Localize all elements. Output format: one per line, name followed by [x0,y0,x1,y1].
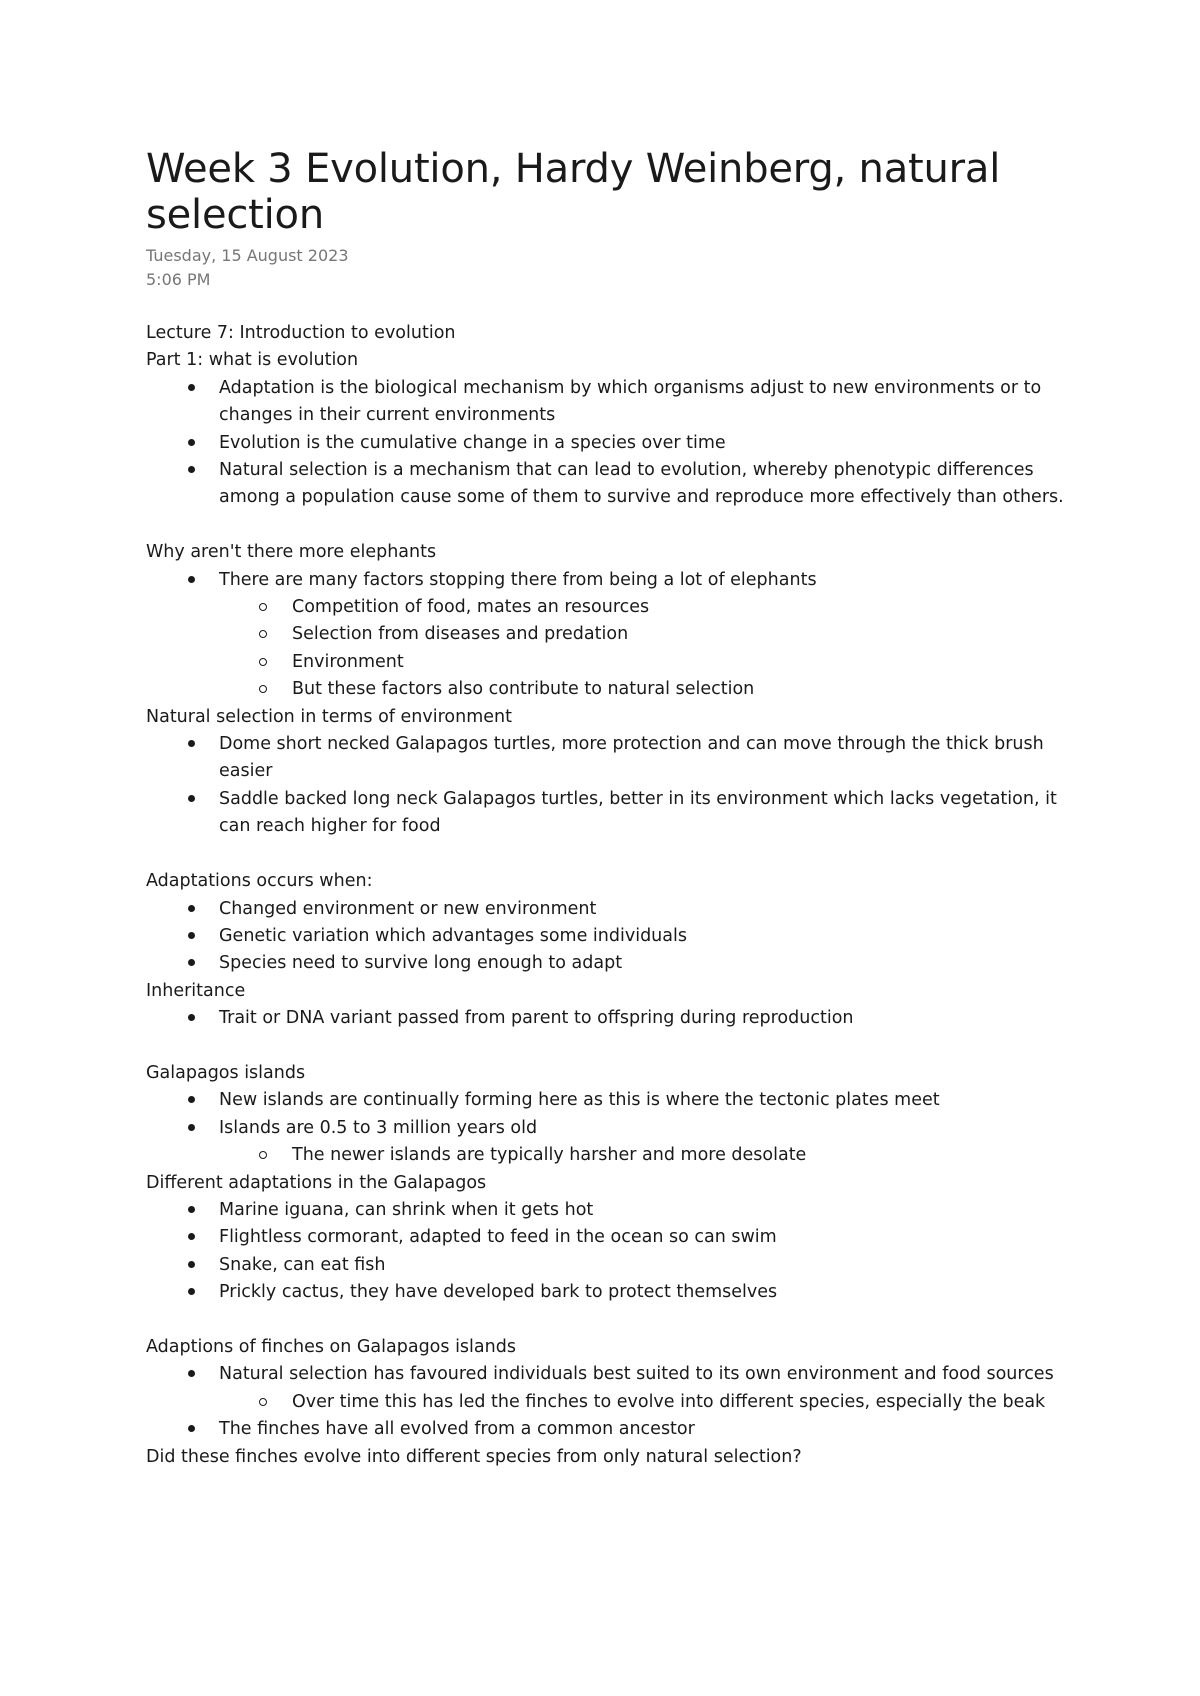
bullet-item [146,923,1086,950]
note-time: 5:06 PM [146,270,211,289]
line-text: Natural selection in terms of environment [146,706,512,727]
bullet-item [146,1087,1086,1114]
line-text: Evolution is the cumulative change in a species over time [219,432,726,453]
sub-bullet-item [146,621,1086,648]
line-text: Selection from diseases and predation [292,624,629,645]
line-text: Species need to survive long enough to adapt [219,953,623,974]
outline-heading [146,978,1086,1005]
note-body [146,320,1086,1471]
blank-line [146,1033,1086,1060]
sub-bullet-item [146,676,1086,703]
line-text: Adaptions of finches on Galapagos islands [146,1336,516,1357]
outline-heading [146,347,1086,374]
bullet-item [146,1252,1086,1279]
bullet-item [146,430,1086,457]
bullet-item [146,1197,1086,1224]
outline-heading [146,539,1086,566]
line-text: Why aren't there more elephants [146,542,437,563]
bullet-item [146,1361,1086,1388]
line-text: There are many factors stopping there from being a lot of elephants [219,569,817,590]
outline-heading [146,1334,1086,1361]
line-text: Different adaptations in the Galapagos [146,1172,487,1193]
bullet-item [146,1005,1086,1032]
outline-heading [146,1170,1086,1197]
line-text: New islands are continually forming here as this is where the tectonic plates meet [219,1090,940,1111]
blank-line [146,512,1086,539]
page-title: Week 3 Evolution, Hardy Weinberg, natural selection [146,146,1001,238]
line-text: Did these finches evolve into different species from only natural selection? [146,1446,802,1467]
bullet-item [146,375,1086,430]
line-text: Over time this has led the finches to evolve into different species, especially the beak [292,1391,1046,1412]
note-date: Tuesday, 15 August 2023 [146,246,349,265]
line-text: Adaptation is the biological mechanism by which organisms adjust to new environments or to changes in their current environments [219,377,1042,426]
line-text: Lecture 7: Introduction to evolution [146,323,456,343]
line-text: But these factors also contribute to natural selection [292,679,755,700]
line-text: Natural selection has favoured individuals best suited to its own environment and food sources [219,1364,1054,1385]
bullet-item [146,950,1086,977]
line-text: The finches have all evolved from a common ancestor [219,1419,695,1440]
outline-heading [146,1444,1086,1471]
line-text: Dome short necked Galapagos turtles, more protection and can move through the thick brush easier [219,734,1044,782]
bullet-item [146,1279,1086,1306]
sub-bullet-item [146,594,1086,621]
line-text: Flightless cormorant, adapted to feed in the ocean so can swim [219,1227,777,1248]
outline-heading [146,1060,1086,1087]
line-text: Islands are 0.5 to 3 million years old [219,1117,538,1138]
line-text: Galapagos islands [146,1062,306,1083]
line-text: Part 1: what is evolution [146,350,359,371]
line-text: Marine iguana, can shrink when it gets hot [219,1199,594,1220]
bullet-item [146,786,1086,841]
note-page [146,146,1086,1471]
bullet-item [146,1224,1086,1251]
outline-heading [146,320,1086,347]
bullet-item [146,567,1086,594]
sub-bullet-item [146,1389,1086,1416]
blank-line [146,1307,1086,1334]
sub-bullet-item [146,649,1086,676]
outline-heading [146,704,1086,731]
line-text: Changed environment or new environment [219,898,597,919]
line-text: Environment [292,651,404,672]
line-text: Adaptations occurs when: [146,871,373,892]
bullet-item [146,1416,1086,1443]
line-text: Competition of food, mates an resources [292,597,650,618]
blank-line [146,841,1086,868]
line-text: The newer islands are typically harsher and more desolate [292,1145,807,1166]
outline-heading [146,868,1086,895]
sub-bullet-item [146,1142,1086,1169]
bullet-item [146,457,1086,512]
bullet-item [146,731,1086,786]
bullet-item [146,896,1086,923]
line-text: Snake, can eat fish [219,1254,386,1275]
line-text: Trait or DNA variant passed from parent to offspring during reproduction [219,1008,854,1029]
line-text: Prickly cactus, they have developed bark to protect themselves [219,1282,778,1303]
line-text: Inheritance [146,980,246,1001]
line-text: Saddle backed long neck Galapagos turtles, better in its environment which lacks vegetation, it can reach higher for food [219,788,1057,837]
line-text: Natural selection is a mechanism that can lead to evolution, whereby phenotypic differences among a population cause some of them to survive and reproduce more effectively than others. [219,460,1064,508]
bullet-item [146,1115,1086,1142]
line-text: Genetic variation which advantages some individuals [219,925,687,946]
